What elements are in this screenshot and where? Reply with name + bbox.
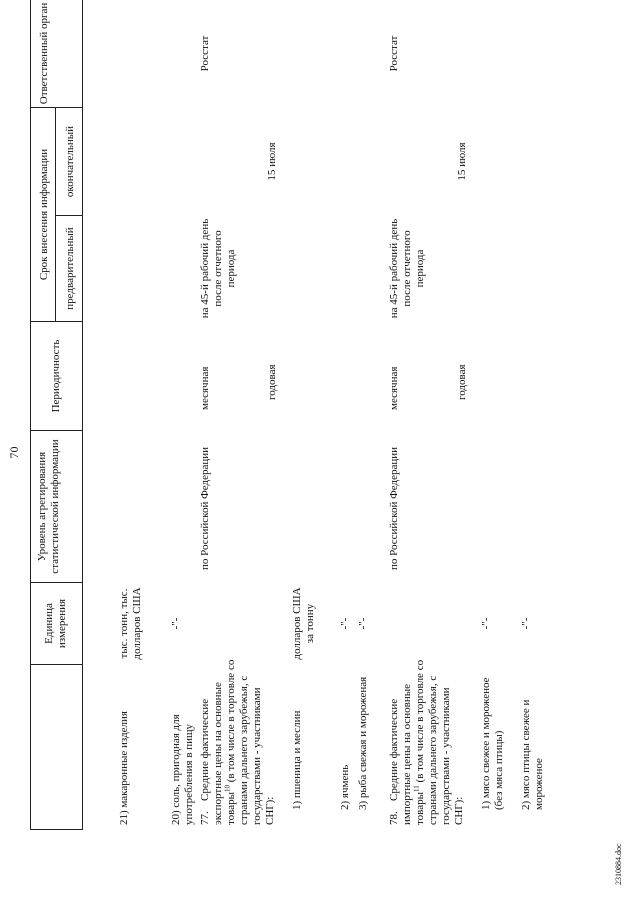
table-top-line <box>30 0 31 830</box>
row78-final: 15 июля <box>456 142 468 181</box>
row77-name <box>199 657 277 825</box>
page-number: 70 <box>7 446 21 459</box>
row78-name <box>388 657 466 825</box>
row77-item3-unit: -"- <box>357 617 369 630</box>
row21-unit: тыс. тонн, тыс. долларов США <box>118 587 143 660</box>
footer-code: 2310884.doc <box>614 843 623 885</box>
row77-level: по Российской Федерации <box>199 446 211 570</box>
row78-responsible: Росстат <box>388 35 400 72</box>
row78-item2-unit: -"- <box>520 617 532 630</box>
row77-item2-name: 2) ячмень <box>339 764 351 810</box>
header-unit: Единица измерения <box>43 598 68 649</box>
row77-name-main: Средние фактические экспортные цены на основные товары <box>199 682 237 825</box>
row77-item1-unit: долларов США за тонну <box>291 587 316 660</box>
row77-number: 77. <box>199 811 211 825</box>
row78-footnote-mark: 11 <box>412 785 421 793</box>
row20-name: 20) соль, пригодная для употребления в пищу <box>170 714 195 825</box>
header-periodicity: Периодичность <box>50 339 62 413</box>
row78-name-rest: (в том числе в торговле со странами дальнего зарубежья, с государствами - участниками СНГ): <box>414 659 465 825</box>
row77-item1-name: 1) пшеница и меслин <box>291 710 303 810</box>
row78-periodicity-year: годовая <box>456 364 468 400</box>
row20-unit: -"- <box>170 617 182 630</box>
row78-number: 78. <box>388 811 400 825</box>
row77-final: 15 июля <box>266 142 278 181</box>
row21-name: 21) макаронные изделия <box>118 711 130 825</box>
row78-level: по Российской Федерации <box>388 446 400 570</box>
row78-periodicity-month: месячная <box>388 366 400 410</box>
header-level: Уровень агрегирования статистической информации <box>36 439 61 574</box>
row78-item1-name: 1) мясо свежее и мороженое (без мяса птицы) <box>480 677 505 810</box>
col-sep-2 <box>30 664 82 665</box>
row77-periodicity-year: годовая <box>266 364 278 400</box>
row77-preliminary: на 45-й рабочий день после отчетного периода <box>199 218 237 319</box>
row78-item2-name: 2) мясо птицы свежее и мороженое <box>520 699 545 810</box>
row78-name-main: Средние фактические импортные цены на основные товары <box>388 683 426 825</box>
row77-footnote-mark: 10 <box>223 785 232 793</box>
row77-name-rest: (в том числе в торговле со странами дальнего зарубежья, с государствами - участниками СНГ): <box>225 659 276 825</box>
row77-periodicity-month: месячная <box>199 366 211 410</box>
header-final: окончательный <box>64 125 76 198</box>
row78-preliminary: на 45-й рабочий день после отчетного периода <box>388 218 426 319</box>
row78-item1-unit: -"- <box>480 617 492 630</box>
header-responsible: Ответственный орган <box>38 2 50 105</box>
row77-item2-unit: -"- <box>339 617 351 630</box>
row77-responsible: Росстат <box>199 35 211 72</box>
header-preliminary: предварительный <box>64 227 76 310</box>
col-sep-1 <box>30 829 82 830</box>
row77-item3-name: 3) рыба свежая и мороженая <box>357 676 369 810</box>
header-bottom-line <box>82 0 83 830</box>
header-deadline-group: Срок внесения информации <box>38 148 50 281</box>
